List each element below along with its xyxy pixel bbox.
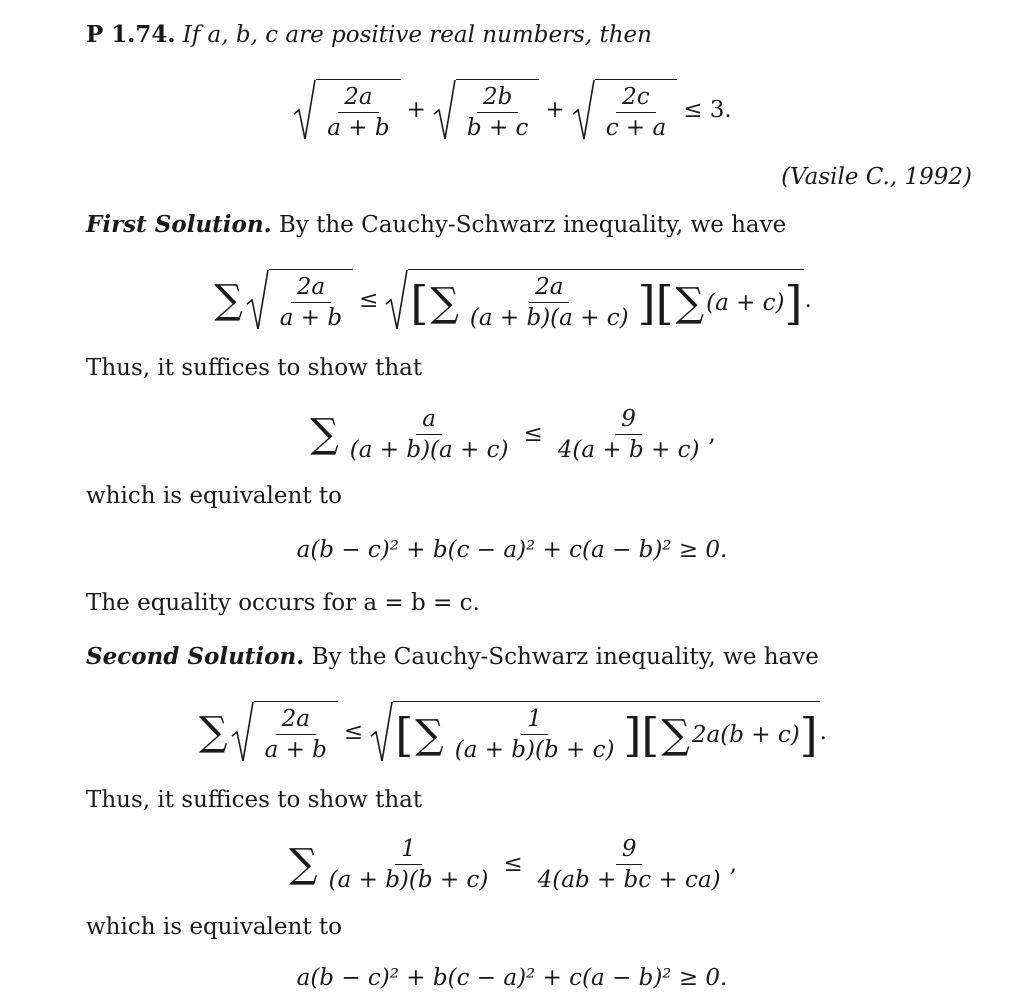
second-solution-intro: By the Cauchy-Schwarz inequality, we have — [311, 644, 819, 670]
problem-text: If a, b, c are positive real numbers, then — [182, 22, 652, 48]
sqrt-term-b: $\frac{2b}{b + c}$ — [432, 79, 540, 141]
sqrt-term-a: $\frac{2a}{a + b}$ — [292, 79, 400, 141]
second-equivalent: which is equivalent to — [86, 914, 342, 940]
sqrt-term-c: $\frac{2c}{c + a}$ — [571, 79, 678, 141]
second-solution-eq3: a(b − c)² + b(c − a)² + c(a − b)² ≥ 0. — [296, 965, 728, 991]
second-solution-label: Second Solution. — [86, 643, 305, 670]
second-solution-heading — [86, 642, 819, 672]
first-solution-label: First Solution. — [86, 211, 272, 238]
attribution: (Vasile C., 1992) — [781, 164, 972, 190]
first-solution-intro: By the Cauchy-Schwarz inequality, we have — [278, 212, 787, 238]
first-solution-eq2: ∑ $\frac{a}{(a + b)(a + c)}$ ≤ $\frac{9}{4(a + b + c)}$ , — [310, 405, 716, 463]
main-inequality-rhs: ≤ 3. — [683, 97, 732, 123]
first-solution-heading — [86, 210, 786, 240]
second-suffices: Thus, it suffices to show that — [86, 787, 423, 813]
first-equivalent: which is equivalent to — [86, 483, 342, 509]
problem-statement — [86, 20, 652, 50]
second-solution-eq1: ∑ $\frac{2a}{a + b}$ ≤ [ ∑ $\frac{1}{(a + b)(b + c)}$ ][ ∑ 2a(b + c) ] . — [0, 690, 1024, 774]
main-inequality: $\frac{2a}{a + b}$ + $\frac{2b}{b + c}$ + $\frac{2c}{c + a}$ ≤ 3. — [0, 70, 1024, 150]
first-equality: The equality occurs for a = b = c. — [86, 590, 480, 616]
first-solution-eq3: a(b − c)² + b(c − a)² + c(a − b)² ≥ 0. — [296, 537, 728, 563]
first-solution-eq1: ∑ $\frac{2a}{a + b}$ ≤ [ ∑ $\frac{2a}{(a + b)(a + c)}$ ][ ∑ (a + c) ] . — [0, 258, 1024, 342]
problem-label: P 1.74. — [86, 21, 176, 48]
first-suffices: Thus, it suffices to show that — [86, 355, 423, 381]
second-solution-eq2: ∑ $\frac{1}{(a + b)(b + c)}$ ≤ $\frac{9}{4(ab + bc + ca)}$ , — [289, 835, 737, 893]
